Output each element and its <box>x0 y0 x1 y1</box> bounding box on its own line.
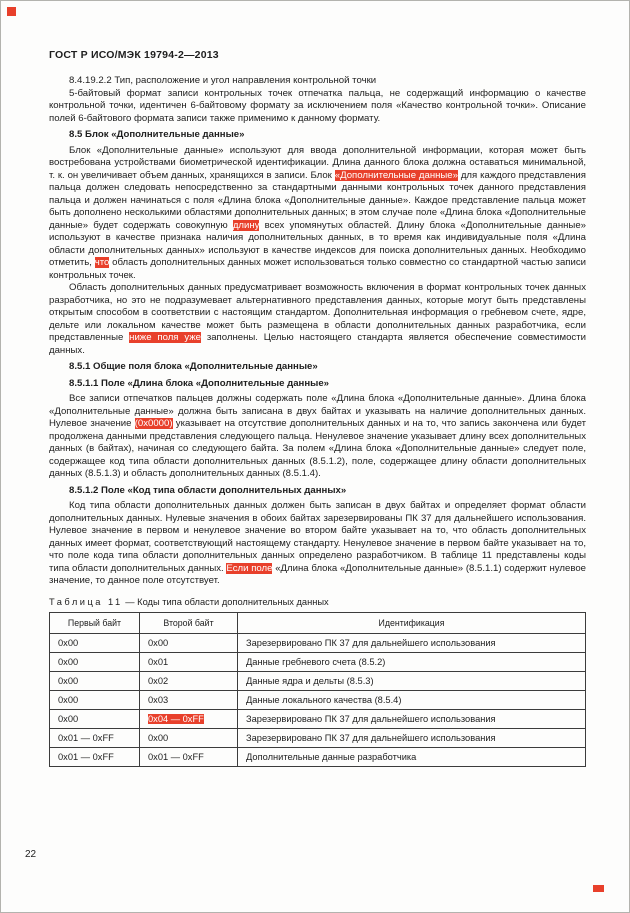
cell-text: 0x00 <box>58 638 79 648</box>
column-header-second-byte: Второй байт <box>140 612 238 633</box>
table-cell <box>140 633 238 652</box>
table-cell <box>50 728 140 747</box>
section-heading <box>49 361 586 374</box>
table-cell <box>238 747 586 766</box>
table-cell <box>50 709 140 728</box>
table-cell <box>238 671 586 690</box>
cell-text: 0x01 <box>148 657 169 667</box>
table-cell <box>140 709 238 728</box>
table-cell <box>140 671 238 690</box>
section-heading <box>49 485 586 498</box>
text-run: 8.5 Блок «Дополнительные данные» <box>69 129 245 140</box>
paragraph-list <box>49 75 586 588</box>
table-row <box>50 728 586 747</box>
table-cell <box>238 633 586 652</box>
cell-text: 0x00 <box>58 714 79 724</box>
table-cell <box>50 690 140 709</box>
table-cell <box>238 728 586 747</box>
table-cell <box>50 671 140 690</box>
highlighted-text: ниже поля уже <box>129 332 201 343</box>
table-row <box>50 652 586 671</box>
table-header-row <box>50 612 586 633</box>
column-header-first-byte: Первый байт <box>50 612 140 633</box>
cell-text: 0x00 <box>58 695 79 705</box>
annotation-mark-icon <box>7 7 16 16</box>
document-content <box>49 75 586 767</box>
table-cell <box>50 747 140 766</box>
text-run: указывает на отсутствие дополнительных данных и на то, что запись закончена или будет продолжена данными представления следующего пальца. Ненулевое значение указывает длину всех дополнительных данных (в байтах), начиная со следующего байта. За полем «Длина блока «Дополнительные данные» следует поле, содержащее код типа области дополнительных данных (8.5.1.2), поле, содержащее длину области дополнительных данных (8.5.1.3) и область дополнительных данных (8.5.1.4). <box>49 418 586 479</box>
cell-text: Зарезервировано ПК 37 для дальнейшего использования <box>246 733 496 743</box>
table-caption <box>49 597 586 607</box>
table-cell <box>50 633 140 652</box>
table-cell <box>140 728 238 747</box>
cell-text: 0x03 <box>148 695 169 705</box>
text-run: 8.4.19.2.2 Тип, расположение и угол направления контрольной точки <box>69 75 377 86</box>
body-paragraph <box>49 500 586 588</box>
cell-text: 0x01 — 0xFF <box>58 733 114 743</box>
text-run: 8.5.1 Общие поля блока «Дополнительные данные» <box>69 361 318 372</box>
cell-text: Данные гребневого счета (8.5.2) <box>246 657 386 667</box>
text-run: всех упомянутых областей. Длину блока «Дополнительные данные» используют в качестве признака наличия дополнительных данных, в то время как индивидуальные поля «Длина области дополнительных данных» используют в качестве индексов для поиска дополнительных данных. Необходимо отметить, <box>49 219 586 268</box>
table-cell <box>140 690 238 709</box>
table-caption-label: Таблица 11 <box>49 596 123 607</box>
cell-text: Зарезервировано ПК 37 для дальнейшего использования <box>246 638 496 648</box>
table-cell <box>238 690 586 709</box>
text-run: для каждого представления пальца должен следовать непосредственно за стандартными данными контрольных точек данного представления пальца и должен начинаться с поля «Длина блока «Дополнительные данные». Каждое представление пальца может быть дополнено несколькими областями дополнительных данных; в этом случае поле «Длина блока «Дополнительные данные» будет содержать совокупную <box>49 169 586 231</box>
text-run: Область дополнительных данных предусматривает возможность включения в формат контрольных точек данных разработчика, но это не подразумевает альтернативного представления данных, которые могут быть представлены открытым способом в соответствии с настоящим стандартом. Дополнительная информация о гребневом счете, ядре, дельте или локальном качестве может быть размещена в области дополнительных данных разработчика, если представленные <box>49 282 586 343</box>
codes-table <box>49 612 586 767</box>
cell-text: 0x01 — 0xFF <box>148 752 204 762</box>
table-body <box>50 633 586 766</box>
body-paragraph <box>49 393 586 481</box>
cell-text: 0x00 <box>58 657 79 667</box>
annotation-mark-icon <box>593 885 604 892</box>
cell-text: Зарезервировано ПК 37 для дальнейшего использования <box>246 714 496 724</box>
table-cell <box>238 709 586 728</box>
body-paragraph <box>49 145 586 283</box>
cell-text: 0x01 — 0xFF <box>58 752 114 762</box>
highlighted-text: длину <box>232 219 260 231</box>
table-row <box>50 633 586 652</box>
text-run: Код типа области дополнительных данных должен быть записан в двух байтах и определяет формат области дополнительных данных. Нулевые значения в обоих байтах зарезервированы ПК 37 для дальнейшего использования. Нулевое значение в первом и ненулевое значение во втором байте указывает на то, что область дополнительных данных имеет формат, соответствующий настоящему стандарту. Ненулевое значение в первом байте указывает на то, что поле кода типа области дополнительных данных определено разработчиком. В таблице 11 представлены коды типа области дополнительных данных. <box>49 500 586 574</box>
table-row <box>50 690 586 709</box>
body-paragraph <box>49 282 586 357</box>
highlighted-text: 0x04 — 0xFF <box>148 714 204 724</box>
section-heading <box>49 129 586 142</box>
text-run: область дополнительных данных может использоваться только совместно со стандартной частью записи контрольных точек. <box>49 257 586 281</box>
highlighted-text: «Дополнительные данные» <box>334 169 458 181</box>
page-number: 22 <box>25 849 37 860</box>
column-header-identification: Идентификация <box>238 612 586 633</box>
table-row <box>50 671 586 690</box>
highlighted-text: что <box>94 257 110 268</box>
table-row <box>50 747 586 766</box>
table-cell <box>140 747 238 766</box>
highlighted-text: (0x0000) <box>134 418 173 429</box>
text-run: Все записи отпечатков пальцев должны содержать поле «Длина блока «Дополнительные данные». Длина блока «Дополнительные данные» должна быть записана в двух байтах и указывать на наличие дополнительных данных. Нулевое значение <box>49 393 586 429</box>
text-run: Блок «Дополнительные данные» используют для ввода дополнительной информации, которая может быть востребована устройствами биометрической идентификации. Длина данного блока должна оставаться минимальной, т. к. он увеличивает объем данных, хранящихся в записи. Блок <box>49 144 586 181</box>
cell-text: Данные локального качества (8.5.4) <box>246 695 402 705</box>
text-run: 8.5.1.2 Поле «Код типа области дополнительных данных» <box>69 484 347 496</box>
cell-text: 0x02 <box>148 676 169 686</box>
cell-text: 0x00 <box>148 638 169 648</box>
table-row <box>50 709 586 728</box>
table-cell <box>238 652 586 671</box>
cell-text: 0x00 <box>148 733 169 743</box>
text-run: заполнены. Целью настоящего стандарта является обеспечение совместимости данных. <box>49 332 586 356</box>
text-run: «Длина блока «Дополнительные данные» (8.5.1.1) содержит нулевое значение, то данное поле отсутствует. <box>49 562 586 586</box>
cell-text: 0x00 <box>58 676 79 686</box>
highlighted-text: Если поле <box>226 562 273 574</box>
text-run: 8.5.1.1 Поле «Длина блока «Дополнительные данные» <box>69 377 330 389</box>
section-heading <box>49 378 586 391</box>
table-caption-text: — Коды типа области дополнительных данных <box>122 596 329 607</box>
cell-text: Данные ядра и дельты (8.5.3) <box>246 676 374 686</box>
body-paragraph <box>49 88 586 126</box>
text-run: 5-байтовый формат записи контрольных точек отпечатка пальца, не содержащий информацию о качестве контрольной точки, идентичен 6-байтовому формату за исключением поля «Качество контрольной точки». Описание полей 6-байтового формата записи также применимо к данному формату. <box>49 87 586 124</box>
document-header: ГОСТ Р ИСО/МЭК 19794-2—2013 <box>49 49 219 61</box>
body-paragraph <box>49 75 586 88</box>
table-cell <box>140 652 238 671</box>
cell-text: Дополнительные данные разработчика <box>246 752 417 762</box>
table-cell <box>50 652 140 671</box>
